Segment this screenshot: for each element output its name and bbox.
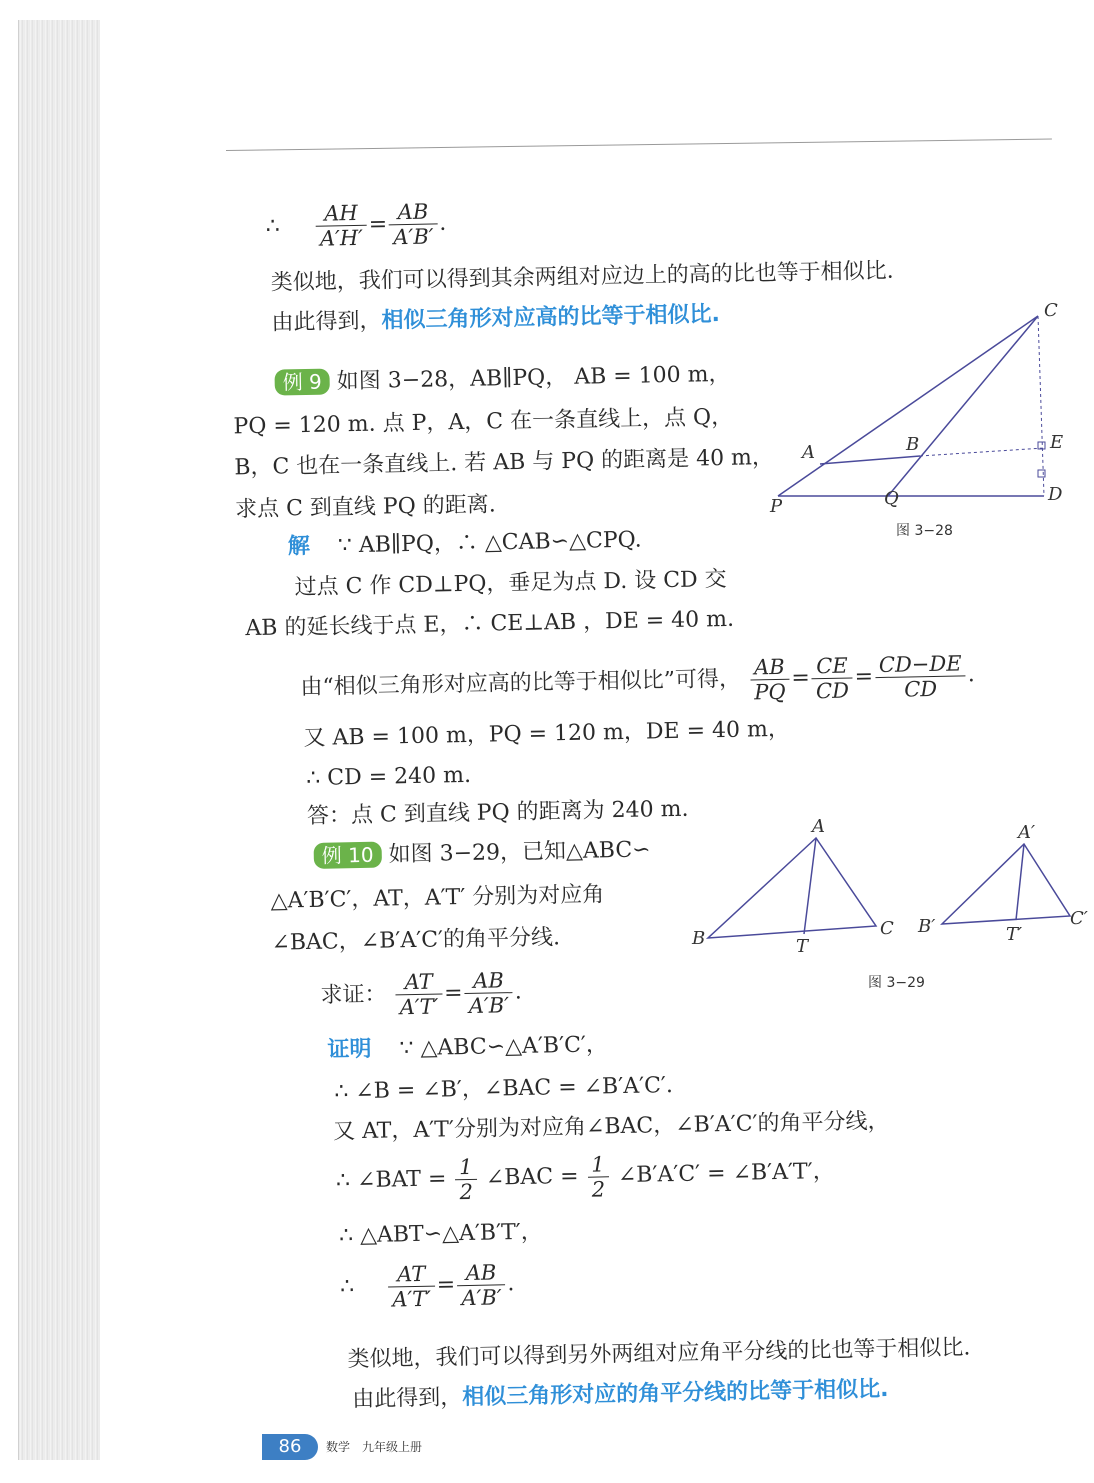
label-a: A bbox=[812, 816, 825, 837]
label-t: T bbox=[796, 936, 809, 957]
label-e: E bbox=[1050, 432, 1064, 453]
fraction-ah bbox=[315, 201, 367, 251]
label-b: B bbox=[692, 928, 706, 949]
example9-question-4: 求点 C 到直线 PQ 的距离. bbox=[234, 492, 496, 523]
example10-line-1 bbox=[314, 835, 651, 871]
fraction-denominator: A′T′ bbox=[392, 1286, 432, 1311]
fraction-denominator: A′B′ bbox=[461, 1284, 502, 1310]
closing-line-1: 类似地，我们可以得到另外两组对应角平分线的比也等于相似比. bbox=[347, 1335, 971, 1373]
proof-line-2: ∴ ∠B = ∠B′，∠BAC = ∠B′A′C′. bbox=[334, 1073, 674, 1105]
intro-line-2 bbox=[271, 300, 720, 339]
fraction-denominator: 2 bbox=[459, 1179, 474, 1204]
example9-solution-4: 由“相似三角形对应高的比等于相似比”可得， $\frac{AB}{PQ}$ = $\frac{CE}{CD}$ = $\frac{CD-DE}{CD}$ . bbox=[300, 650, 975, 704]
period: . bbox=[439, 210, 447, 236]
fraction-numerator: AB bbox=[389, 199, 438, 225]
figure-3-29 bbox=[686, 812, 1088, 962]
solution-text-1: ∵ AB∥PQ，∴ △CAB∽△CPQ. bbox=[337, 527, 642, 559]
intro-line-1: 类似地，我们可以得到其余两组对应边上的高的比也等于相似比. bbox=[270, 258, 894, 296]
intro-formula bbox=[265, 199, 447, 251]
fraction-numerator: AB bbox=[457, 1260, 506, 1286]
page-footer bbox=[262, 1434, 562, 1462]
proof-line-3: 又 AT，A′T′分别为对应角∠BAC，∠B′A′C′的角平分线， bbox=[332, 1108, 890, 1145]
example9-question-2: PQ = 120 m. 点 P，A，C 在一条直线上，点 Q， bbox=[233, 404, 734, 440]
line-pc bbox=[778, 316, 1038, 496]
fraction-denominator: A′H′ bbox=[319, 225, 364, 251]
fraction-numerator: AT bbox=[395, 969, 442, 995]
line-qc bbox=[888, 316, 1038, 496]
example9-question-3: B，C 也在一条直线上. 若 AB 与 PQ 的距离是 40 m， bbox=[234, 444, 775, 481]
therefore-symbol: ∴ bbox=[265, 213, 280, 240]
example9-label: 例 9 bbox=[274, 369, 330, 396]
proof-text-4b: ∠BAC = bbox=[485, 1163, 579, 1191]
label-d: D bbox=[1048, 484, 1063, 505]
triangle-abc bbox=[708, 838, 876, 938]
fraction-ab bbox=[457, 1260, 506, 1310]
example9-solution-2: 过点 C 作 CD⊥PQ，垂足为点 D. 设 CD 交 bbox=[294, 566, 727, 601]
fraction-numerator: 1 bbox=[455, 1154, 477, 1179]
proof-label: 证明 bbox=[327, 1036, 372, 1063]
example9-solution-6: ∴ CD = 240 m. bbox=[306, 762, 472, 792]
theorem-highlight-heights: 相似三角形对应高的比等于相似比. bbox=[381, 302, 721, 334]
proof-line-6: ∴ $\frac{AT}{A'T'}$ = $\frac{AB}{A'B'}$ . bbox=[339, 1259, 515, 1311]
proof-line-1 bbox=[327, 1030, 608, 1065]
fraction-denominator: PQ bbox=[753, 679, 786, 704]
label-b: B bbox=[906, 434, 920, 455]
line-cd-perpendicular bbox=[1038, 316, 1044, 496]
example9-solution-5: 又 AB = 100 m，PQ = 120 m，DE = 40 m， bbox=[303, 716, 791, 752]
fraction-numerator: AT bbox=[388, 1261, 435, 1287]
example10-prove: 求证： $\frac{AT}{A'T'}$ = $\frac{AB}{A'B'}$ . bbox=[320, 968, 522, 1020]
page-number: 86 bbox=[262, 1434, 318, 1460]
fraction-denominator: 2 bbox=[591, 1176, 606, 1202]
label-q: Q bbox=[884, 488, 899, 509]
bisector-at bbox=[804, 838, 816, 934]
fraction-denominator: CD bbox=[903, 676, 938, 702]
proof-text-4a: ∴ ∠BAT = bbox=[335, 1166, 447, 1194]
fraction-numerator: 1 bbox=[587, 1152, 609, 1177]
right-angle-mark-d bbox=[1038, 470, 1045, 477]
example9-solution-1 bbox=[288, 526, 642, 563]
line-be-extension bbox=[920, 448, 1044, 456]
proof-text-1: ∵ △ABC∽△A′B′C′， bbox=[399, 1032, 609, 1062]
example10-question-3: ∠BAC，∠B′A′C′的角平分线. bbox=[271, 925, 561, 956]
label-c: C bbox=[1044, 300, 1058, 321]
label-p: P bbox=[770, 496, 783, 517]
solution-label: 解 bbox=[287, 533, 311, 560]
fraction-at bbox=[388, 1261, 436, 1311]
example9-solution-3: AB 的延长线于点 E，∴ CE⊥AB ，DE = 40 m. bbox=[245, 606, 735, 642]
fraction-numerator: CE bbox=[811, 653, 852, 679]
fraction-ce-cd bbox=[811, 653, 853, 703]
therefore-symbol: ∴ bbox=[339, 1274, 355, 1300]
label-b-prime: B′ bbox=[918, 916, 936, 937]
fraction-ab bbox=[464, 968, 513, 1018]
fraction-numerator: CD−DE bbox=[875, 651, 966, 678]
fraction-numerator: AB bbox=[750, 654, 790, 680]
figure-3-28-caption: 图 3−28 bbox=[896, 523, 953, 539]
example10-question-2: △A′B′C′，AT，A′T′ 分别为对应角 bbox=[270, 882, 605, 914]
theorem-highlight-bisectors: 相似三角形对应的角平分线的比等于相似比. bbox=[461, 1376, 889, 1411]
closing-line-2-prefix: 由此得到， bbox=[351, 1385, 463, 1413]
figure-3-29-caption: 图 3−29 bbox=[868, 975, 925, 991]
example9-line-1 bbox=[274, 360, 730, 399]
proof-line-5: ∴ △ABT∽△A′B′T′， bbox=[338, 1219, 544, 1249]
example10-question-1: 如图 3−29，已知△ABC∽ bbox=[388, 837, 651, 868]
fraction-ab-pq bbox=[750, 654, 790, 704]
fraction-denominator: A′T′ bbox=[399, 994, 439, 1020]
proof-text-4c: ∠B′A′C′ = ∠B′A′T′， bbox=[617, 1158, 835, 1189]
fraction-numerator: AB bbox=[464, 968, 513, 994]
closing-line-2 bbox=[352, 1375, 889, 1415]
solution-text-4: 由“相似三角形对应高的比等于相似比”可得， bbox=[300, 666, 742, 701]
label-c: C bbox=[880, 918, 894, 939]
fraction-at bbox=[395, 969, 443, 1019]
equals-sign: = bbox=[368, 211, 388, 238]
triangle-a2b2c2 bbox=[942, 844, 1070, 924]
label-a-prime: A′ bbox=[1018, 822, 1036, 843]
intro-line-2-prefix: 由此得到， bbox=[271, 308, 382, 336]
fraction-half bbox=[587, 1152, 609, 1201]
label-t-prime: T′ bbox=[1006, 924, 1023, 945]
fraction-half bbox=[455, 1154, 477, 1203]
book-title: 数学 九年级上册 bbox=[326, 1440, 423, 1454]
fraction-denominator: CD bbox=[815, 678, 850, 703]
prove-label: 求证： bbox=[320, 982, 387, 1009]
example9-answer: 答：点 C 到直线 PQ 的距离为 240 m. bbox=[306, 796, 689, 830]
bisector-a2t2 bbox=[1016, 844, 1024, 920]
proof-line-4 bbox=[335, 1142, 835, 1212]
fraction-numerator: AH bbox=[315, 201, 366, 227]
fraction-cd-de bbox=[875, 651, 967, 702]
fraction-denominator: A′B′ bbox=[468, 993, 510, 1018]
label-c-prime: C′ bbox=[1070, 908, 1088, 929]
fraction-denominator: A′B′ bbox=[393, 224, 434, 250]
label-a: A bbox=[802, 442, 815, 463]
example10-label: 例 10 bbox=[314, 842, 382, 869]
fraction-ab bbox=[389, 199, 438, 249]
figure-3-28 bbox=[760, 296, 1064, 526]
example9-question-1: 如图 3−28，AB∥PQ， AB = 100 m， bbox=[336, 361, 731, 395]
